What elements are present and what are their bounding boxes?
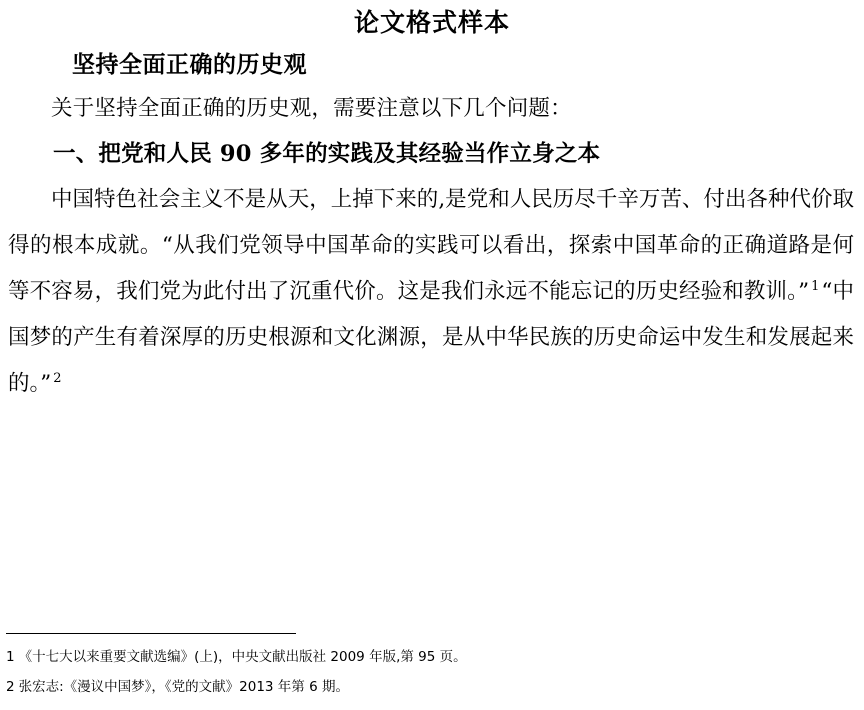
footnote-item <box>0 642 864 672</box>
footnote-number: 2 <box>6 679 15 695</box>
section-heading: 坚持全面正确的历史观 <box>72 51 307 78</box>
footnote-ref-2[interactable]: 2 <box>53 370 62 386</box>
footnote-area <box>0 633 864 702</box>
footnote-item <box>0 672 864 702</box>
footnote-text: 张宏志:《漫议中国梦》，《党的文献》2013 年第 6 期。 <box>18 679 349 695</box>
body-paragraph <box>8 177 854 407</box>
intro-paragraph: 关于坚持全面正确的历史观，需要注意以下几个问题： <box>51 96 572 121</box>
footnote-ref-1[interactable]: 1 <box>811 278 820 294</box>
footnote-separator <box>6 633 296 634</box>
sub-heading: 一、把党和人民 90 多年的实践及其经验当作立身之本 <box>53 141 601 167</box>
body-text-part-2: “中国梦的产生有着深厚的历史根源和文化渊源，是从中华民族的历史命运中发生和发展起来的。” <box>8 279 854 396</box>
body-text-part-1: 中国特色社会主义不是从天，上掉下来的,是党和人民历尽千辛万苦、付出各种代价取得的根本成就。“从我们党领导中国革命的实践可以看出，探索中国革命的正确道路是何等不容易，我们党为此付出了沉重代价。这是我们永远不能忘记的历史经验和教训。” <box>8 187 854 304</box>
document-page <box>0 6 864 710</box>
body-block <box>0 177 864 407</box>
footnote-number: 1 <box>6 649 15 665</box>
page-title: 论文格式样本 <box>353 8 510 37</box>
footnote-text: 《十七大以来重要文献选编》(上)，中央文献出版社 2009 年版,第 95 页。 <box>18 649 467 665</box>
